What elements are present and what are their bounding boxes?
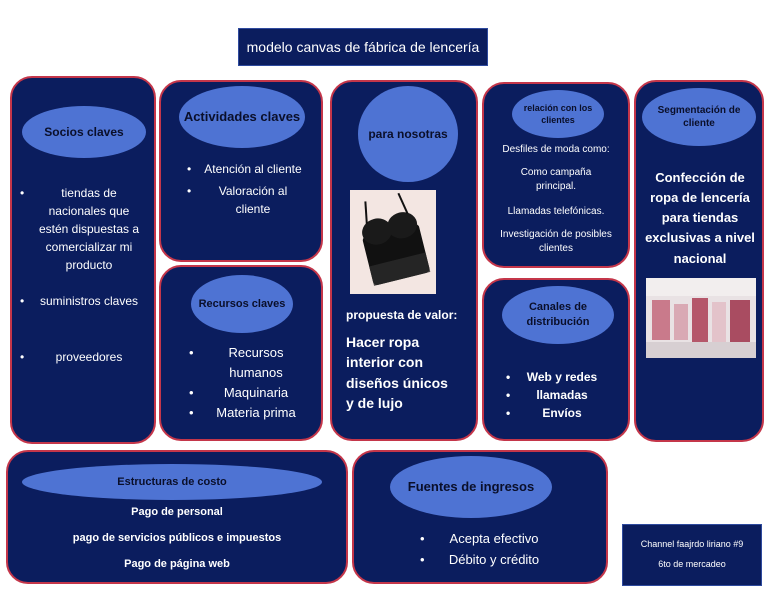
relacion-clientes-block: [482, 82, 630, 268]
socios-claves-heading: Socios claves: [22, 106, 146, 158]
canales-distribucion-block: [482, 278, 630, 441]
segmentacion-cliente-block: [634, 80, 764, 442]
lingerie-bodice-photo: [350, 190, 436, 294]
author-name: Channel faajrdo liriano #9: [640, 539, 744, 549]
estructura-costos-block: [6, 450, 348, 584]
canales-heading: Canales de distribución: [502, 286, 614, 344]
ingresos-heading: Fuentes de ingresos: [390, 456, 552, 518]
costos-line: Pago de personal: [131, 506, 223, 518]
lingerie-store-photo: [646, 278, 756, 358]
relacion-heading: relación con los clientes: [512, 90, 604, 138]
actividades-claves-block: [159, 80, 323, 262]
relacion-line: Investigación de posibles clientes: [500, 229, 612, 254]
canales-item: • Web y redes: [520, 368, 604, 386]
canvas-title: modelo canvas de fábrica de lencería: [238, 28, 488, 66]
propuesta-label: propuesta de valor:: [346, 308, 458, 322]
propuesta-valor-block: [330, 80, 478, 441]
recursos-claves-block: [159, 265, 323, 441]
segmentacion-text: Confección de ropa de lencería para tiendas exclusivas a nivel nacional: [645, 170, 755, 266]
costos-line: Pago de página web: [124, 558, 230, 570]
relacion-line: Llamadas telefónicas.: [507, 206, 605, 217]
costos-heading: Estructuras de costo: [22, 464, 322, 500]
socios-claves-block: [10, 76, 156, 444]
socios-item: • proveedores: [34, 348, 144, 366]
propuesta-text: Hacer ropa interior con diseños únicos y de lujo: [346, 334, 448, 411]
recursos-item: • Materia prima: [203, 403, 309, 423]
actividades-item: • Valoración al cliente: [201, 182, 305, 218]
canales-item: • Envíos: [520, 404, 604, 422]
canales-item: • llamadas: [520, 386, 604, 404]
relacion-line: Como campaña principal.: [520, 167, 592, 192]
relacion-line: Desfiles de moda como:: [502, 144, 610, 155]
recursos-item: • Maquinaria: [203, 383, 309, 403]
recursos-claves-heading: Recursos claves: [191, 275, 293, 333]
costos-line: pago de servicios públicos e impuestos: [72, 532, 282, 544]
segmentacion-heading: Segmentación de cliente: [642, 88, 756, 146]
author-course: 6to de mercadeo: [658, 559, 726, 569]
recursos-item: • Recursos humanos: [203, 343, 309, 383]
actividades-item: • Atención al cliente: [201, 160, 305, 178]
socios-item: • suministros claves: [34, 292, 144, 310]
ingresos-item: • Acepta efectivo: [434, 528, 554, 549]
fuentes-ingresos-block: [352, 450, 608, 584]
ingresos-item: • Débito y crédito: [434, 549, 554, 570]
author-note: [622, 524, 762, 586]
socios-item: • tiendas de nacionales que estén dispuestas a comercializar mi producto: [34, 184, 144, 274]
actividades-claves-heading: Actividades claves: [179, 86, 305, 148]
propuesta-heading: para nosotras: [358, 86, 458, 182]
